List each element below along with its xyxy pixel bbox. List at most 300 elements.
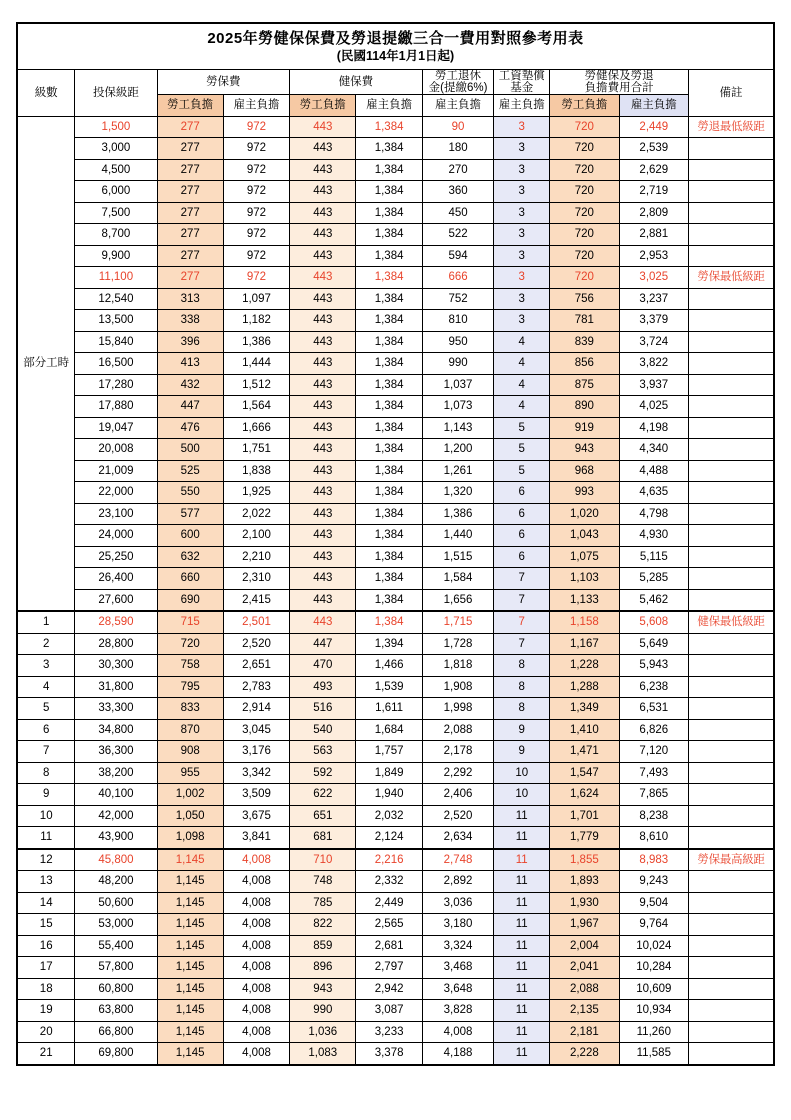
cell-total-employer: 3,822: [619, 353, 688, 375]
cell-health-insurance-worker: 443: [290, 525, 356, 547]
cell-remark: [689, 396, 774, 418]
cell-labor-insurance-employer: 2,210: [223, 546, 289, 568]
cell-salary-bracket: 3,000: [75, 138, 157, 160]
cell-remark: [689, 159, 774, 181]
cell-total-employer: 2,881: [619, 224, 688, 246]
cell-health-insurance-employer: 1,384: [356, 331, 422, 353]
cell-labor-pension: 1,656: [422, 589, 494, 611]
cell-remark: [689, 978, 774, 1000]
cell-wage-arrears: 4: [494, 396, 550, 418]
cell-health-insurance-worker: 470: [290, 655, 356, 677]
cell-health-insurance-employer: 1,384: [356, 460, 422, 482]
cell-health-insurance-employer: 1,384: [356, 525, 422, 547]
cell-labor-pension: 1,200: [422, 439, 494, 461]
cell-salary-bracket: 4,500: [75, 159, 157, 181]
cell-labor-pension: 1,261: [422, 460, 494, 482]
cell-salary-bracket: 57,800: [75, 957, 157, 979]
cell-total-worker: 1,288: [550, 676, 619, 698]
cell-health-insurance-employer: 1,384: [356, 417, 422, 439]
cell-salary-bracket: 42,000: [75, 805, 157, 827]
cell-wage-arrears: 3: [494, 310, 550, 332]
cell-health-insurance-worker: 651: [290, 805, 356, 827]
cell-labor-pension: 4,008: [422, 1021, 494, 1043]
cell-labor-insurance-worker: 1,002: [157, 784, 223, 806]
cell-remark: [689, 460, 774, 482]
cell-total-employer: 2,953: [619, 245, 688, 267]
cell-total-employer: 7,493: [619, 762, 688, 784]
cell-wage-arrears: 6: [494, 546, 550, 568]
cell-labor-insurance-employer: 1,386: [223, 331, 289, 353]
cell-labor-pension: 2,292: [422, 762, 494, 784]
cell-health-insurance-employer: 1,384: [356, 138, 422, 160]
cell-health-insurance-employer: 1,940: [356, 784, 422, 806]
cell-remark: [689, 224, 774, 246]
cell-health-insurance-worker: 563: [290, 741, 356, 763]
cell-wage-arrears: 5: [494, 460, 550, 482]
cell-salary-bracket: 27,600: [75, 589, 157, 611]
cell-labor-insurance-employer: 972: [223, 202, 289, 224]
cell-salary-bracket: 69,800: [75, 1043, 157, 1065]
cell-labor-insurance-worker: 277: [157, 116, 223, 138]
cell-remark: [689, 310, 774, 332]
cell-total-employer: 5,649: [619, 633, 688, 655]
cell-health-insurance-worker: 443: [290, 417, 356, 439]
cell-wage-arrears: 3: [494, 267, 550, 289]
cell-labor-insurance-worker: 1,098: [157, 827, 223, 849]
cell-level: 5: [17, 698, 75, 720]
cell-level: 14: [17, 892, 75, 914]
header-wage-arrears-line2: 基金: [510, 81, 534, 94]
cell-labor-pension: 3,468: [422, 957, 494, 979]
cell-salary-bracket: 6,000: [75, 181, 157, 203]
cell-total-employer: 6,826: [619, 719, 688, 741]
cell-health-insurance-employer: 2,332: [356, 871, 422, 893]
subheader-pension-employer: 雇主負擔: [422, 95, 494, 117]
cell-salary-bracket: 9,900: [75, 245, 157, 267]
cell-health-insurance-employer: 2,797: [356, 957, 422, 979]
cell-health-insurance-worker: 443: [290, 568, 356, 590]
cell-total-worker: 720: [550, 224, 619, 246]
cell-remark: [689, 439, 774, 461]
cell-labor-insurance-worker: 396: [157, 331, 223, 353]
cell-remark: [689, 138, 774, 160]
cell-health-insurance-employer: 1,384: [356, 116, 422, 138]
cell-total-worker: 1,701: [550, 805, 619, 827]
cell-labor-insurance-employer: 2,022: [223, 503, 289, 525]
cell-labor-insurance-worker: 1,145: [157, 849, 223, 871]
cell-total-worker: 1,893: [550, 871, 619, 893]
cell-wage-arrears: 3: [494, 202, 550, 224]
cell-labor-pension: 3,036: [422, 892, 494, 914]
cell-health-insurance-employer: 1,757: [356, 741, 422, 763]
cell-total-worker: 2,041: [550, 957, 619, 979]
header-combined: [550, 69, 689, 94]
cell-labor-insurance-employer: 2,914: [223, 698, 289, 720]
table-row: [17, 827, 774, 849]
cell-total-worker: 720: [550, 138, 619, 160]
cell-wage-arrears: 4: [494, 374, 550, 396]
cell-wage-arrears: 11: [494, 827, 550, 849]
cell-remark: [689, 589, 774, 611]
cell-level: 1: [17, 611, 75, 633]
cell-labor-insurance-worker: 277: [157, 267, 223, 289]
table-row: [17, 655, 774, 677]
cell-wage-arrears: 10: [494, 784, 550, 806]
table-row: [17, 245, 774, 267]
cell-labor-insurance-employer: 972: [223, 224, 289, 246]
cell-remark: [689, 1000, 774, 1022]
cell-labor-insurance-worker: 1,145: [157, 871, 223, 893]
cell-total-employer: 8,983: [619, 849, 688, 871]
cell-labor-pension: 1,073: [422, 396, 494, 418]
cell-labor-insurance-worker: 660: [157, 568, 223, 590]
cell-total-employer: 3,025: [619, 267, 688, 289]
table-row: [17, 741, 774, 763]
cell-labor-insurance-employer: 3,176: [223, 741, 289, 763]
cell-remark: [689, 353, 774, 375]
cell-salary-bracket: 24,000: [75, 525, 157, 547]
cell-labor-pension: 1,143: [422, 417, 494, 439]
cell-salary-bracket: 33,300: [75, 698, 157, 720]
cell-labor-insurance-worker: 1,145: [157, 935, 223, 957]
cell-wage-arrears: 9: [494, 719, 550, 741]
cell-labor-insurance-worker: 600: [157, 525, 223, 547]
cell-labor-insurance-worker: 908: [157, 741, 223, 763]
cell-remark: [689, 331, 774, 353]
cell-health-insurance-employer: 1,384: [356, 611, 422, 633]
table-row: [17, 1021, 774, 1043]
table-row: [17, 978, 774, 1000]
cell-total-employer: 11,585: [619, 1043, 688, 1065]
cell-health-insurance-worker: 443: [290, 202, 356, 224]
cell-total-employer: 11,260: [619, 1021, 688, 1043]
cell-labor-pension: 1,320: [422, 482, 494, 504]
cell-labor-insurance-worker: 525: [157, 460, 223, 482]
cell-health-insurance-employer: 1,611: [356, 698, 422, 720]
cell-total-worker: 781: [550, 310, 619, 332]
header-level: 級數: [17, 69, 75, 116]
table-row: [17, 503, 774, 525]
cell-labor-pension: 2,748: [422, 849, 494, 871]
cell-labor-insurance-worker: 1,145: [157, 957, 223, 979]
cell-wage-arrears: 4: [494, 331, 550, 353]
cell-total-worker: 1,043: [550, 525, 619, 547]
cell-labor-insurance-employer: 4,008: [223, 1000, 289, 1022]
cell-labor-insurance-employer: 4,008: [223, 849, 289, 871]
cell-wage-arrears: 11: [494, 935, 550, 957]
cell-labor-insurance-worker: 277: [157, 138, 223, 160]
cell-total-worker: 1,158: [550, 611, 619, 633]
cell-labor-insurance-worker: 1,145: [157, 1021, 223, 1043]
header-labor-pension-line1: 勞工退休: [435, 69, 482, 82]
table-row: [17, 871, 774, 893]
cell-level: 18: [17, 978, 75, 1000]
cell-salary-bracket: 16,500: [75, 353, 157, 375]
cell-level: 15: [17, 914, 75, 936]
cell-health-insurance-worker: 443: [290, 288, 356, 310]
cell-total-worker: 2,088: [550, 978, 619, 1000]
header-combined-line1: 勞健保及勞退: [584, 69, 654, 82]
cell-wage-arrears: 6: [494, 525, 550, 547]
cell-total-worker: 720: [550, 267, 619, 289]
cell-salary-bracket: 66,800: [75, 1021, 157, 1043]
cell-health-insurance-worker: 822: [290, 914, 356, 936]
cell-remark: [689, 698, 774, 720]
cell-total-employer: 4,025: [619, 396, 688, 418]
cell-health-insurance-worker: 493: [290, 676, 356, 698]
cell-labor-insurance-worker: 413: [157, 353, 223, 375]
cell-remark: [689, 525, 774, 547]
cell-labor-insurance-employer: 972: [223, 159, 289, 181]
cell-total-employer: 9,243: [619, 871, 688, 893]
table-row: [17, 762, 774, 784]
cell-total-employer: 6,531: [619, 698, 688, 720]
table-row: [17, 310, 774, 332]
cell-health-insurance-employer: 1,384: [356, 202, 422, 224]
header-labor-pension-line2: 金(提繳6%): [428, 81, 488, 94]
subheader-total-employer: 雇主負擔: [619, 95, 688, 117]
cell-health-insurance-employer: 1,384: [356, 288, 422, 310]
cell-labor-insurance-employer: 2,783: [223, 676, 289, 698]
cell-remark: [689, 892, 774, 914]
cell-labor-insurance-worker: 500: [157, 439, 223, 461]
subheader-li-worker: 勞工負擔: [157, 95, 223, 117]
header-combined-line2: 負擔費用合計: [584, 81, 654, 94]
cell-health-insurance-employer: 3,378: [356, 1043, 422, 1065]
cell-health-insurance-employer: 1,849: [356, 762, 422, 784]
cell-health-insurance-employer: 1,384: [356, 439, 422, 461]
cell-labor-insurance-employer: 972: [223, 245, 289, 267]
cell-total-employer: 3,379: [619, 310, 688, 332]
cell-wage-arrears: 6: [494, 482, 550, 504]
cell-remark: [689, 784, 774, 806]
cell-remark: [689, 676, 774, 698]
cell-wage-arrears: 11: [494, 849, 550, 871]
cell-labor-insurance-employer: 3,509: [223, 784, 289, 806]
table-row: [17, 611, 774, 633]
cell-total-employer: 9,764: [619, 914, 688, 936]
cell-health-insurance-worker: 592: [290, 762, 356, 784]
cell-total-worker: 1,624: [550, 784, 619, 806]
cell-labor-pension: 3,324: [422, 935, 494, 957]
cell-health-insurance-employer: 1,384: [356, 267, 422, 289]
cell-labor-insurance-employer: 4,008: [223, 935, 289, 957]
cell-wage-arrears: 3: [494, 138, 550, 160]
cell-wage-arrears: 3: [494, 116, 550, 138]
cell-labor-insurance-worker: 1,145: [157, 892, 223, 914]
cell-total-employer: 8,610: [619, 827, 688, 849]
cell-salary-bracket: 11,100: [75, 267, 157, 289]
cell-health-insurance-worker: 447: [290, 633, 356, 655]
cell-total-worker: 1,410: [550, 719, 619, 741]
cell-total-worker: 720: [550, 159, 619, 181]
cell-health-insurance-employer: 1,539: [356, 676, 422, 698]
cell-health-insurance-worker: 990: [290, 1000, 356, 1022]
cell-health-insurance-employer: 3,087: [356, 1000, 422, 1022]
cell-level: 4: [17, 676, 75, 698]
cell-total-worker: 919: [550, 417, 619, 439]
cell-labor-insurance-worker: 432: [157, 374, 223, 396]
cell-remark: 勞保最低級距: [689, 267, 774, 289]
cell-total-worker: 1,967: [550, 914, 619, 936]
cell-total-employer: 5,115: [619, 546, 688, 568]
cell-labor-insurance-employer: 1,751: [223, 439, 289, 461]
cell-labor-pension: 90: [422, 116, 494, 138]
cell-labor-pension: 1,584: [422, 568, 494, 590]
cell-wage-arrears: 7: [494, 611, 550, 633]
cell-labor-pension: 1,818: [422, 655, 494, 677]
cell-labor-insurance-employer: 972: [223, 267, 289, 289]
subheader-total-worker: 勞工負擔: [550, 95, 619, 117]
cell-labor-insurance-worker: 870: [157, 719, 223, 741]
cell-labor-insurance-worker: 715: [157, 611, 223, 633]
cell-labor-insurance-employer: 1,444: [223, 353, 289, 375]
cell-health-insurance-worker: 516: [290, 698, 356, 720]
table-row: [17, 138, 774, 160]
cell-wage-arrears: 5: [494, 417, 550, 439]
cell-total-worker: 1,349: [550, 698, 619, 720]
cell-labor-pension: 1,037: [422, 374, 494, 396]
cell-labor-insurance-worker: 690: [157, 589, 223, 611]
cell-salary-bracket: 63,800: [75, 1000, 157, 1022]
cell-health-insurance-worker: 443: [290, 503, 356, 525]
cell-total-worker: 1,020: [550, 503, 619, 525]
cell-labor-pension: 4,188: [422, 1043, 494, 1065]
cell-wage-arrears: 11: [494, 914, 550, 936]
cell-labor-pension: 950: [422, 331, 494, 353]
cell-salary-bracket: 60,800: [75, 978, 157, 1000]
cell-remark: [689, 568, 774, 590]
cell-remark: [689, 914, 774, 936]
table-row: [17, 288, 774, 310]
cell-labor-pension: 2,634: [422, 827, 494, 849]
cell-labor-insurance-employer: 4,008: [223, 871, 289, 893]
cell-labor-insurance-worker: 795: [157, 676, 223, 698]
cell-level: 10: [17, 805, 75, 827]
cell-labor-insurance-worker: 955: [157, 762, 223, 784]
cell-health-insurance-worker: 443: [290, 482, 356, 504]
table-row: [17, 159, 774, 181]
cell-wage-arrears: 10: [494, 762, 550, 784]
cell-wage-arrears: 3: [494, 224, 550, 246]
header-labor-insurance: 勞保費: [157, 69, 290, 94]
cell-remark: 健保最低級距: [689, 611, 774, 633]
cell-health-insurance-employer: 1,384: [356, 589, 422, 611]
cell-level: 16: [17, 935, 75, 957]
header-wage-arrears: [494, 69, 550, 94]
table-row: [17, 331, 774, 353]
cell-salary-bracket: 15,840: [75, 331, 157, 353]
table-row: [17, 957, 774, 979]
cell-total-worker: 756: [550, 288, 619, 310]
cell-remark: [689, 935, 774, 957]
cell-salary-bracket: 12,540: [75, 288, 157, 310]
cell-labor-insurance-worker: 1,050: [157, 805, 223, 827]
cell-salary-bracket: 1,500: [75, 116, 157, 138]
cell-total-employer: 3,937: [619, 374, 688, 396]
table-row: [17, 1043, 774, 1065]
cell-wage-arrears: 5: [494, 439, 550, 461]
header-salary-bracket: 投保級距: [75, 69, 157, 116]
cell-health-insurance-employer: 1,384: [356, 224, 422, 246]
cell-wage-arrears: 3: [494, 159, 550, 181]
table-row: [17, 267, 774, 289]
cell-wage-arrears: 11: [494, 892, 550, 914]
table-row: [17, 396, 774, 418]
cell-labor-insurance-employer: 4,008: [223, 892, 289, 914]
cell-health-insurance-worker: 540: [290, 719, 356, 741]
cell-labor-insurance-worker: 277: [157, 202, 223, 224]
cell-remark: [689, 546, 774, 568]
cell-labor-pension: 1,386: [422, 503, 494, 525]
cell-salary-bracket: 28,800: [75, 633, 157, 655]
table-row: [17, 568, 774, 590]
cell-labor-insurance-employer: 1,564: [223, 396, 289, 418]
cell-health-insurance-worker: 785: [290, 892, 356, 914]
cell-salary-bracket: 26,400: [75, 568, 157, 590]
cell-health-insurance-worker: 443: [290, 396, 356, 418]
cell-remark: [689, 957, 774, 979]
cell-labor-insurance-worker: 447: [157, 396, 223, 418]
cell-labor-pension: 3,648: [422, 978, 494, 1000]
cell-labor-insurance-worker: 277: [157, 224, 223, 246]
cell-remark: [689, 633, 774, 655]
cell-total-employer: 2,449: [619, 116, 688, 138]
cell-health-insurance-worker: 710: [290, 849, 356, 871]
cell-salary-bracket: 34,800: [75, 719, 157, 741]
cell-labor-insurance-employer: 2,100: [223, 525, 289, 547]
cell-total-employer: 10,934: [619, 1000, 688, 1022]
table-row: [17, 116, 774, 138]
cell-level: 19: [17, 1000, 75, 1022]
cell-labor-insurance-employer: 1,182: [223, 310, 289, 332]
cell-labor-pension: 1,728: [422, 633, 494, 655]
cell-wage-arrears: 11: [494, 978, 550, 1000]
cell-salary-bracket: 22,000: [75, 482, 157, 504]
cell-labor-pension: 3,180: [422, 914, 494, 936]
table-row: [17, 546, 774, 568]
cell-labor-insurance-worker: 720: [157, 633, 223, 655]
cell-labor-insurance-worker: 632: [157, 546, 223, 568]
cell-health-insurance-worker: 443: [290, 374, 356, 396]
cell-remark: [689, 741, 774, 763]
cell-total-worker: 1,103: [550, 568, 619, 590]
cell-labor-insurance-worker: 833: [157, 698, 223, 720]
cell-level: 11: [17, 827, 75, 849]
cell-salary-bracket: 50,600: [75, 892, 157, 914]
cell-total-worker: 1,133: [550, 589, 619, 611]
cell-total-employer: 8,238: [619, 805, 688, 827]
cell-salary-bracket: 55,400: [75, 935, 157, 957]
cell-labor-pension: 1,440: [422, 525, 494, 547]
cell-labor-insurance-employer: 1,838: [223, 460, 289, 482]
cell-level: 6: [17, 719, 75, 741]
premium-reference-table: [16, 22, 775, 1066]
cell-wage-arrears: 3: [494, 181, 550, 203]
cell-labor-insurance-employer: 2,651: [223, 655, 289, 677]
cell-labor-insurance-employer: 972: [223, 116, 289, 138]
cell-labor-insurance-worker: 277: [157, 245, 223, 267]
cell-level: 7: [17, 741, 75, 763]
cell-remark: 勞退最低級距: [689, 116, 774, 138]
cell-labor-pension: 3,828: [422, 1000, 494, 1022]
cell-labor-pension: 360: [422, 181, 494, 203]
table-row: [17, 460, 774, 482]
cell-labor-insurance-worker: 1,145: [157, 914, 223, 936]
cell-total-employer: 4,930: [619, 525, 688, 547]
cell-total-worker: 839: [550, 331, 619, 353]
title-main: 2025年勞健保保費及勞退提繳三合一費用對照參考用表: [207, 30, 584, 47]
